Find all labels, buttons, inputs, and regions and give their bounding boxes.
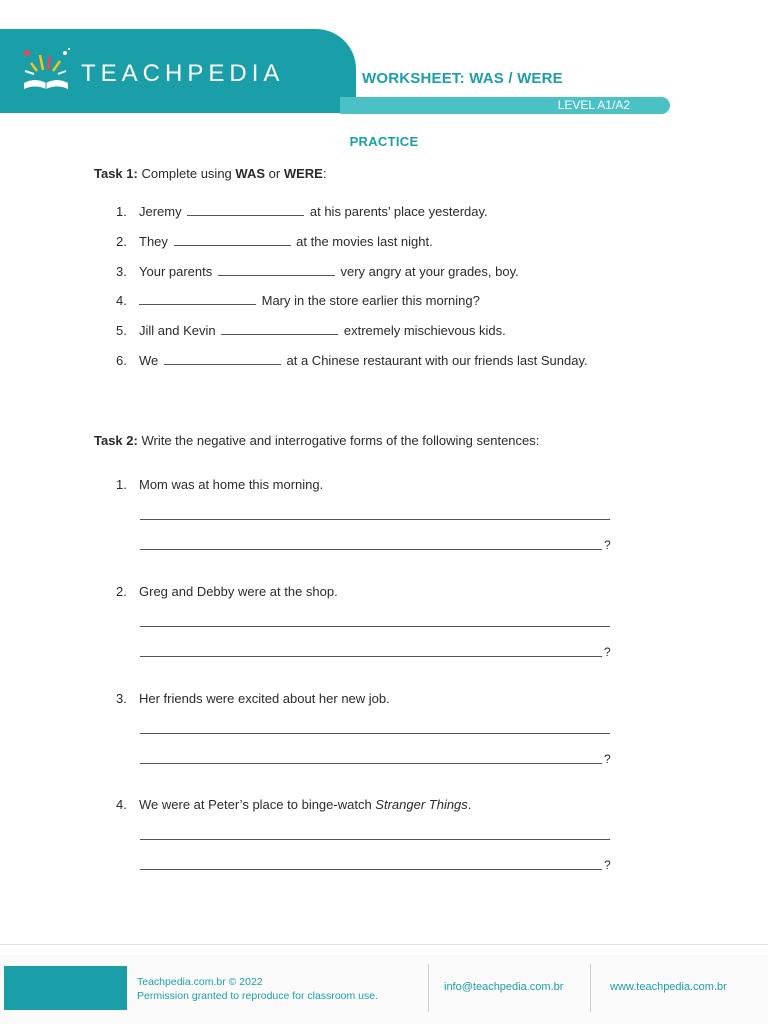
show-title: Stranger Things [375,797,468,812]
footer-separator [590,964,591,1012]
task1-label: Task 1: [94,166,138,181]
worksheet-title: WORKSHEET: WAS / WERE [362,70,563,87]
question-answer-line[interactable] [140,655,602,657]
negative-answer-line[interactable] [140,518,610,520]
footer-separator [428,964,429,1012]
answer-blank[interactable] [164,352,281,365]
task2-text: Write the negative and interrogative forms of the following sentences: [137,433,540,448]
task2-sentence: 4. We were at Peter’s place to binge-watch Stranger Things. [116,797,472,812]
brand-name: TEACHPEDIA [81,60,285,87]
footer-permission: Permission granted to reproduce for classroom use. [137,990,379,1002]
negative-answer-line[interactable] [140,625,610,627]
list-item: 1. Jeremy at his parents’ place yesterday. [116,204,488,219]
list-item: 2. They at the movies last night. [116,234,433,249]
list-item: 6. We at a Chinese restaurant with our friends last Sunday. [116,353,588,368]
footer-copyright: Teachpedia.com.br © 2022 [137,976,263,988]
list-item: 4. Mary in the store earlier this morning? [116,293,480,308]
brand-banner [0,29,356,113]
task2-label: Task 2: [94,433,138,448]
footer-website-link[interactable]: www.teachpedia.com.br [610,981,727,993]
answer-blank[interactable] [218,263,335,276]
list-item: 3. Your parents very angry at your grades, boy. [116,264,519,279]
task2-sentence: 3. Her friends were excited about her new job. [116,691,390,706]
task1-were: WERE [283,166,323,181]
answer-blank[interactable] [187,203,304,216]
task1-or: or [265,166,284,181]
question-mark: ? [604,858,611,872]
answer-blank[interactable] [174,233,291,246]
task1-colon: : [322,166,327,181]
level-banner [340,97,670,114]
list-item: 5. Jill and Kevin extremely mischievous kids. [116,323,506,338]
task2-sentence: 2. Greg and Debby were at the shop. [116,584,338,599]
level-label: LEVEL A1/A2 [557,98,630,112]
negative-answer-line[interactable] [140,732,610,734]
question-answer-line[interactable] [140,548,602,550]
question-answer-line[interactable] [140,762,602,764]
task1-text: Complete using [137,166,236,181]
question-mark: ? [604,752,611,766]
negative-answer-line[interactable] [140,838,610,840]
answer-blank[interactable] [221,322,338,335]
question-answer-line[interactable] [140,868,602,870]
footer-email-link[interactable]: info@teachpedia.com.br [444,981,564,993]
task2-sentence: 1. Mom was at home this morning. [116,477,324,492]
footer-divider [0,944,768,945]
section-heading: PRACTICE [349,134,419,149]
answer-blank[interactable] [139,292,256,305]
open-book-logo-icon [18,43,76,101]
footer-color-block [4,966,127,1010]
question-mark: ? [604,645,611,659]
task2-instruction [94,433,539,448]
question-mark: ? [604,538,611,552]
task1-instruction [94,166,326,181]
task1-was: WAS [235,166,266,181]
